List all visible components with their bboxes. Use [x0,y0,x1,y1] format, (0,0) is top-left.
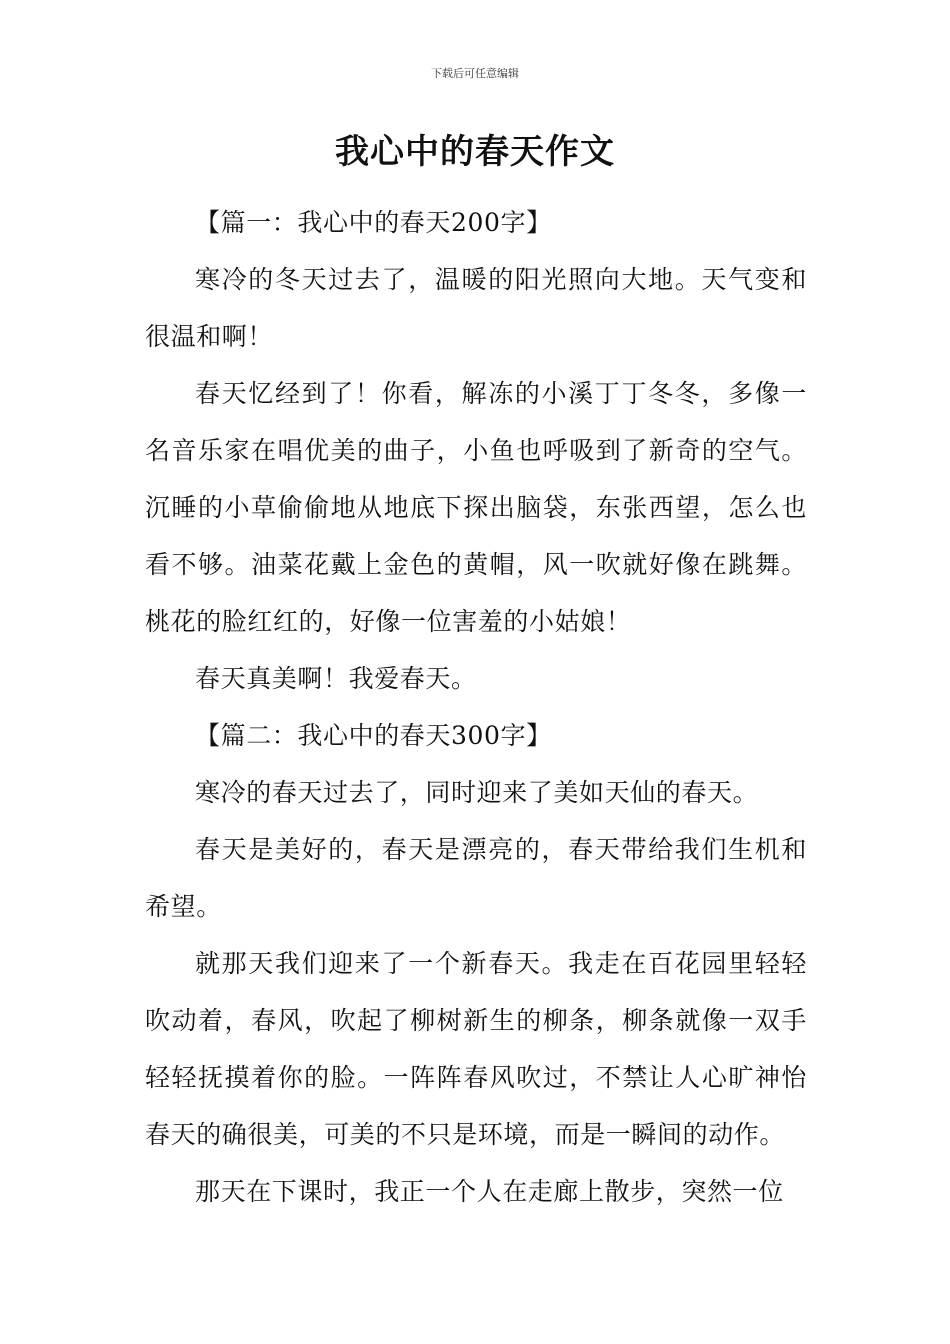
paragraph: 那天在下课时，我正一个人在走廊上散步，突然一位 [195,1177,784,1206]
section-heading-2: 【篇二：我心中的春天300字】 [195,721,552,750]
paragraph: 寒冷的春天过去了，同时迎来了美如天仙的春天。 [195,778,759,807]
page-header-note: 下载后可任意编辑 [431,67,519,80]
paragraph: 春天真美啊！我爱春天。 [195,664,477,693]
document-body [145,194,807,1220]
paragraph: 寒冷的冬天过去了，温暖的阳光照向大地。天气变和很温和啊！ [145,265,807,351]
paragraph: 春天忆经到了！你看，解冻的小溪丁丁冬冬，多像一名音乐家在唱优美的曲子，小鱼也呼吸到了新奇的空气。沉睡的小草偷偷地从地底下探出脑袋，东张西望，怎么也看不够。油菜花戴上金色的黄帽，风一吹就好像在跳舞。桃花的脸红红的，好像一位害羞的小姑娘！ [145,379,807,636]
section-heading-1: 【篇一：我心中的春天200字】 [195,208,552,237]
paragraph: 春天是美好的，春天是漂亮的，春天带给我们生机和希望。 [145,835,807,921]
document-title: 我心中的春天作文 [335,132,615,172]
paragraph: 就那天我们迎来了一个新春天。我走在百花园里轻轻吹动着，春风，吹起了柳树新生的柳条，柳条就像一双手轻轻抚摸着你的脸。一阵阵春风吹过，不禁让人心旷神怡春天的确很美，可美的不只是环境，而是一瞬间的动作。 [145,949,807,1149]
